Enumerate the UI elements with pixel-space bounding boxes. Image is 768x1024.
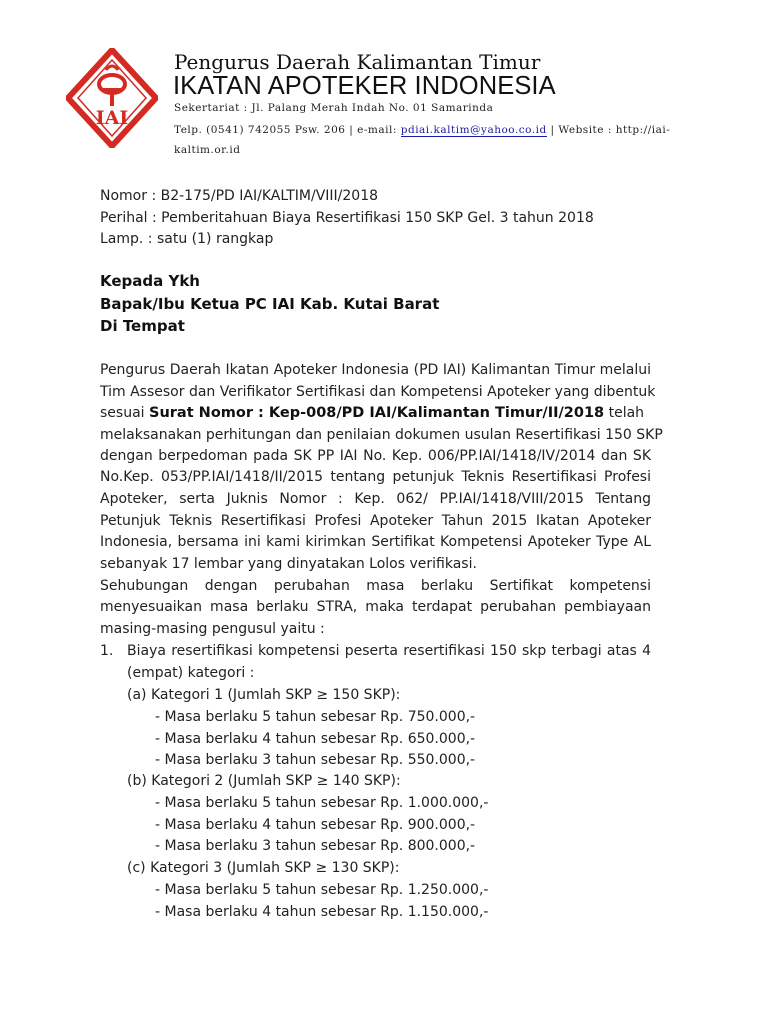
fee-item: - Masa berlaku 4 tahun sebesar Rp. 650.000,- <box>155 731 476 747</box>
body-line: dengan berpedoman pada SK PP IAI No. Kep. 006/PP.IAI/1418/IV/2014 dan SK <box>100 448 651 464</box>
body-line: Apoteker, serta Juknis Nomor : Kep. 062/ PP.IAI/1418/VIII/2015 Tentang <box>100 491 651 507</box>
fee-item: - Masa berlaku 4 tahun sebesar Rp. 1.150.000,- <box>155 904 489 920</box>
body-line-ref <box>100 403 644 423</box>
category-heading: (c) Kategori 3 (Jumlah SKP ≥ 130 SKP): <box>127 860 400 876</box>
website-cont: kaltim.or.id <box>174 144 241 156</box>
addressee-name: Bapak/Ibu Ketua PC IAI Kab. Kutai Barat <box>100 295 440 313</box>
body-line: Indonesia, bersama ini kami kirimkan Sertifikat Kompetensi Apoteker Type AL <box>100 534 651 550</box>
fee-item: - Masa berlaku 5 tahun sebesar Rp. 1.000.000,- <box>155 795 489 811</box>
body-line: sebanyak 17 lembar yang dinyatakan Lolos verifikasi. <box>100 556 477 572</box>
body-line: Petunjuk Teknis Resertifikasi Profesi Apoteker Tahun 2015 Ikatan Apoteker <box>100 513 651 529</box>
fee-item: - Masa berlaku 5 tahun sebesar Rp. 1.250.000,- <box>155 882 489 898</box>
fee-item: - Masa berlaku 3 tahun sebesar Rp. 800.000,- <box>155 838 476 854</box>
ref-decree: Surat Nomor : Kep-008/PD IAI/Kalimantan Timur/II/2018 <box>149 405 605 421</box>
body-line: melaksanakan perhitungan dan penilaian dokumen usulan Resertifikasi 150 SKP <box>100 427 663 443</box>
body-line: No.Kep. 053/PP.IAI/1418/II/2015 tentang petunjuk Teknis Resertifikasi Profesi <box>100 469 651 485</box>
letter-attachment: Lamp. : satu (1) rangkap <box>100 231 274 247</box>
secretariat-address: Sekertariat : Jl. Palang Merah Indah No. 01 Samarinda <box>174 102 494 114</box>
list-item-line: (empat) kategori : <box>127 665 255 681</box>
email-link[interactable]: pdiai.kaltim@yahoo.co.id <box>400 124 547 136</box>
body-line: menyesuaikan masa berlaku STRA, maka terdapat perubahan pembiayaan <box>100 599 651 615</box>
letter-subject: Perihal : Pemberitahuan Biaya Resertifikasi 150 SKP Gel. 3 tahun 2018 <box>100 210 594 226</box>
letter-number: Nomor : B2-175/PD IAI/KALTIM/VIII/2018 <box>100 188 379 204</box>
list-number: 1. <box>100 643 114 659</box>
category-heading: (a) Kategori 1 (Jumlah SKP ≥ 150 SKP): <box>127 687 401 703</box>
contact-line <box>174 124 670 136</box>
body-line: Tim Assesor dan Verifikator Sertifikasi dan Kompetensi Apoteker yang dibentuk <box>100 384 656 400</box>
addressee-greeting: Kepada Ykh <box>100 272 200 290</box>
category-heading: (b) Kategori 2 (Jumlah SKP ≥ 140 SKP): <box>127 773 401 789</box>
body-line: Sehubungan dengan perubahan masa berlaku Sertifikat kompetensi <box>100 578 651 594</box>
phone-text: Telp. (0541) 742055 Psw. 206 | e-mail: <box>174 124 401 136</box>
org-region: Pengurus Daerah Kalimantan Timur <box>174 50 541 74</box>
iai-logo <box>66 48 158 148</box>
body-line: masing-masing pengusul yaitu : <box>100 621 325 637</box>
fee-item: - Masa berlaku 3 tahun sebesar Rp. 550.000,- <box>155 752 476 768</box>
fee-item: - Masa berlaku 5 tahun sebesar Rp. 750.000,- <box>155 709 476 725</box>
org-name: IKATAN APOTEKER INDONESIA <box>173 72 556 100</box>
list-item-line: Biaya resertifikasi kompetensi peserta resertifikasi 150 skp terbagi atas 4 <box>127 643 651 659</box>
addressee-place: Di Tempat <box>100 317 185 335</box>
website-text: | Website : http://iai- <box>546 124 671 136</box>
ref-pre: sesuai <box>100 405 149 421</box>
fee-item: - Masa berlaku 4 tahun sebesar Rp. 900.000,- <box>155 817 476 833</box>
logo-text: IAI <box>95 107 129 129</box>
ref-post: telah <box>604 405 645 421</box>
body-line: Pengurus Daerah Ikatan Apoteker Indonesia (PD IAI) Kalimantan Timur melalui <box>100 362 651 378</box>
